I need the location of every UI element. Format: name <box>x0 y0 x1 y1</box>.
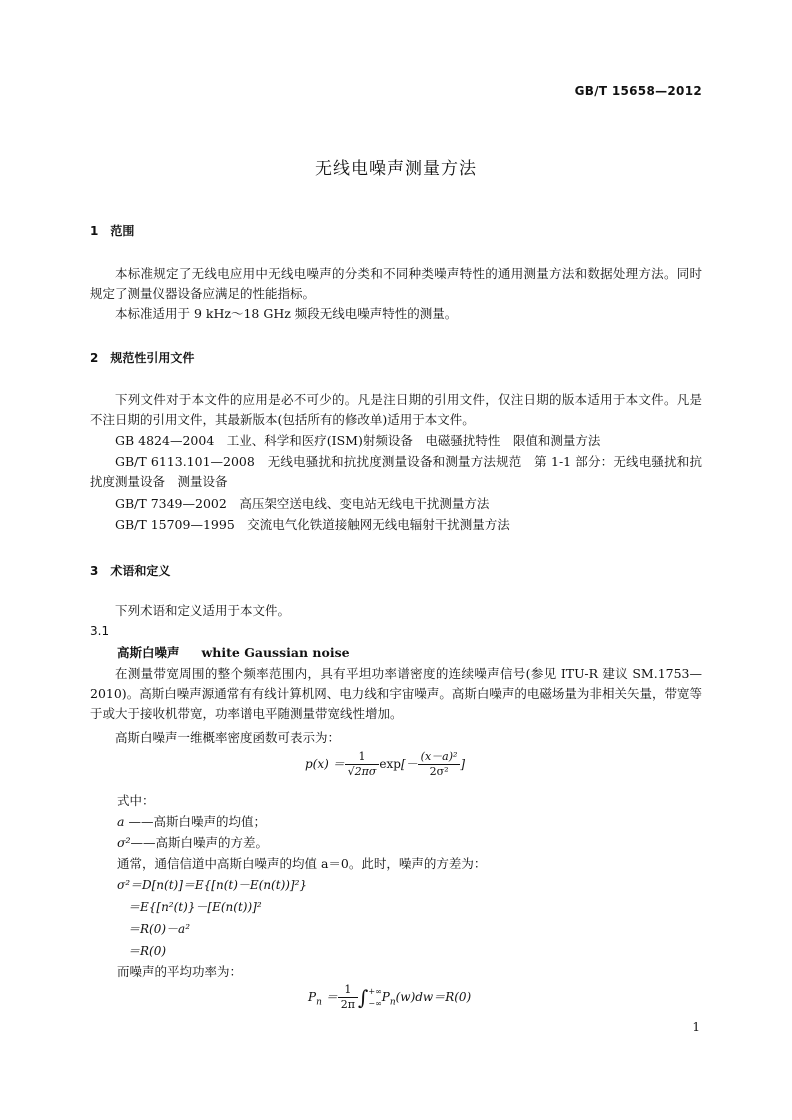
section-3-paragraph-1: 下列术语和定义适用于本文件。 <box>115 603 291 618</box>
term-english: white Gaussian noise <box>201 645 350 660</box>
where-label: 式中： <box>117 793 155 808</box>
mean-zero-text: 通常，通信信道中高斯白噪声的均值 a＝0。此时，噪声的方差为： <box>117 856 487 871</box>
variance-line-1: σ²＝D[n(t)]＝E{[n(t)－E(n(t))]²} <box>117 878 308 892</box>
term-chinese: 高斯白噪声 <box>117 645 180 660</box>
term-heading <box>117 643 350 661</box>
section-2-heading: 2 规范性引用文件 <box>90 351 195 365</box>
reference-item: GB 4824—2004 工业、科学和医疗(ISM)射频设备 电磁骚扰特性 限值和测量方法 <box>115 433 601 448</box>
reference-item: GB/T 15709—1995 交流电气化铁道接触网无线电辐射干扰测量方法 <box>115 517 510 532</box>
pdf-formula: p(x) ＝ $\frac{1}{√2\pi\sigma}$ exp[－ $\frac{\text{(x－a)²}}{\text{2σ²}}$ ] <box>305 750 466 778</box>
reference-item: GB/T 6113.101—2008 无线电骚扰和抗扰度测量设备和测量方法规范 第 1-1 部分：无线电骚扰和抗扰度测量设备 测量设备 <box>90 454 702 489</box>
power-intro: 而噪声的平均功率为： <box>117 964 243 979</box>
pdf-intro: 高斯白噪声一维概率密度函数可表示为： <box>115 730 341 745</box>
variable-a-desc: a ——高斯白噪声的均值； <box>117 814 266 829</box>
variance-line-2: ＝E{[n²(t)}－[E(n(t))]² <box>128 900 262 914</box>
reference-item: GB/T 7349—2002 高压架空送电线、变电站无线电干扰测量方法 <box>115 496 490 511</box>
section-1-paragraph-2: 本标准适用于 9 kHz～18 GHz 频段无线电噪声特性的测量。 <box>115 306 458 321</box>
page-title: 无线电噪声测量方法 <box>315 159 477 179</box>
clause-number: 3.1 <box>90 624 110 638</box>
term-definition: 在测量带宽周围的整个频率范围内，具有平坦功率谱密度的连续噪声信号(参见 ITU-R 建议 SM.1753—2010)。高斯白噪声源通常有有线计算机网、电力线和宇宙噪声。高斯白噪声的电磁场量为非相关矢量，带宽等于或大于接收机带宽，功率谱电平随测量带宽线性增加。 <box>90 666 702 721</box>
variance-line-3: ＝R(0)－a² <box>128 922 190 936</box>
variance-line-4: ＝R(0) <box>128 944 167 958</box>
power-formula: $P_n$ ＝ $\frac{1}{2\pi}$ ∫ +∞ −∞ $P_n(w)dw=R(0)$ <box>308 983 472 1011</box>
variable-sigma-desc: σ²——高斯白噪声的方差。 <box>117 835 269 850</box>
section-1-paragraph-1: 本标准规定了无线电应用中无线电噪声的分类和不同种类噪声特性的通用测量方法和数据处理方法。同时规定了测量仪器设备应满足的性能指标。 <box>90 266 702 301</box>
standard-code: GB/T 15658—2012 <box>574 84 702 98</box>
page-number: 1 <box>692 1020 700 1034</box>
section-2-paragraph-1: 下列文件对于本文件的应用是必不可少的。凡是注日期的引用文件，仅注日期的版本适用于本文件。凡是不注日期的引用文件，其最新版本(包括所有的修改单)适用于本文件。 <box>90 392 702 427</box>
section-3-heading: 3 术语和定义 <box>90 564 171 578</box>
section-1-heading: 1 范围 <box>90 224 135 238</box>
